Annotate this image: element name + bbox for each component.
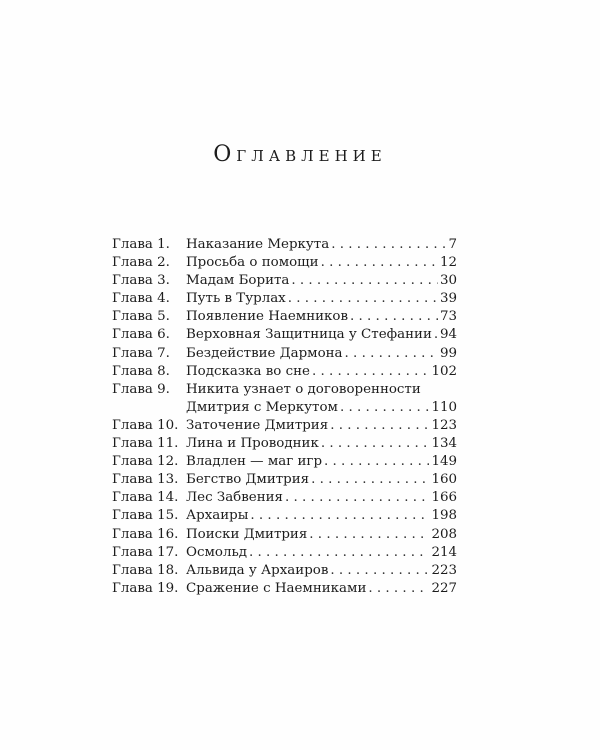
chapter-number: Глава 15.: [112, 508, 179, 524]
page-number: 198: [431, 508, 457, 524]
table-of-contents: [112, 236, 457, 598]
page-number: 102: [431, 363, 457, 379]
dot-leader: [250, 507, 429, 525]
dot-leader: [309, 526, 429, 544]
toc-entry-7: [112, 345, 457, 363]
toc-entry-18: [112, 562, 457, 580]
chapter-number: Глава 2.: [112, 255, 170, 271]
chapter-title: Мадам Борита: [186, 273, 290, 289]
chapter-title: Осмольд: [186, 544, 247, 560]
toc-entry-14: [112, 489, 457, 507]
dot-leader: [291, 272, 438, 290]
dot-leader: [330, 562, 429, 580]
chapter-number: Глава 9.: [112, 381, 170, 397]
chapter-title: Лина и Проводник: [186, 436, 319, 452]
dot-leader: [285, 489, 429, 507]
toc-entry-9-continued: [112, 399, 457, 417]
chapter-number: Глава 7.: [112, 345, 170, 361]
toc-entry-15: [112, 507, 457, 525]
dot-leader: [321, 435, 430, 453]
page-number: 12: [439, 255, 457, 271]
dot-leader: [321, 254, 438, 272]
dot-leader: [249, 544, 429, 562]
chapter-number: Глава 11.: [112, 436, 179, 452]
toc-entry-4: [112, 290, 457, 308]
chapter-title: Архаиры: [186, 508, 249, 524]
page-number: 99: [439, 345, 457, 361]
chapter-title: Никита узнает о договоренности: [186, 381, 421, 397]
chapter-title: Сражение с Наемниками: [186, 580, 367, 596]
dot-leader: [324, 453, 429, 471]
page-number: 134: [431, 436, 457, 452]
page-number: 160: [431, 472, 457, 488]
page-number: 110: [431, 399, 457, 415]
dot-leader: [311, 471, 429, 489]
toc-entry-16: [112, 526, 457, 544]
dot-leader: [312, 363, 429, 381]
chapter-number: Глава 5.: [112, 309, 170, 325]
chapter-title: Лес Забвения: [186, 490, 284, 506]
toc-entry-10: [112, 417, 457, 435]
chapter-number: Глава 17.: [112, 544, 179, 560]
dot-leader: [331, 236, 446, 254]
chapter-title: Верховная Защитница у Стефании: [186, 327, 432, 343]
chapter-number: Глава 10.: [112, 417, 179, 433]
chapter-title: Появление Наемников: [186, 309, 349, 325]
dot-leader: [434, 326, 438, 344]
chapter-number: Глава 16.: [112, 526, 179, 542]
toc-entry-12: [112, 453, 457, 471]
toc-entry-3: [112, 272, 457, 290]
page-number: 214: [431, 544, 457, 560]
dot-leader: [350, 308, 438, 326]
chapter-number: Глава 6.: [112, 327, 170, 343]
chapter-title-continued: Дмитрия с Меркутом: [186, 399, 338, 415]
toc-entry-8: [112, 363, 457, 381]
toc-entry-2: [112, 254, 457, 272]
chapter-title: Наказание Меркута: [186, 237, 330, 252]
toc-entry-13: [112, 471, 457, 489]
chapter-title: Заточение Дмитрия: [186, 417, 329, 433]
page-number: 223: [431, 562, 457, 578]
chapter-number: Глава 14.: [112, 490, 179, 506]
dot-leader: [330, 417, 429, 435]
toc-entry-6: [112, 326, 457, 344]
chapter-number: Глава 18.: [112, 562, 179, 578]
dot-leader: [340, 399, 430, 417]
chapter-number: Глава 4.: [112, 291, 170, 307]
chapter-title: Бегство Дмитрия: [186, 472, 310, 488]
toc-entry-5: [112, 308, 457, 326]
chapter-title: Поиски Дмитрия: [186, 526, 308, 542]
page-number: 30: [439, 273, 457, 289]
chapter-number: Глава 19.: [112, 580, 179, 596]
chapter-title: Альвида у Архаиров: [186, 562, 329, 578]
page-number: 39: [439, 291, 457, 307]
page-number: 227: [431, 580, 457, 596]
page-number: 123: [431, 417, 457, 433]
chapter-number: Глава 3.: [112, 273, 170, 289]
dot-leader: [345, 345, 438, 363]
toc-entry-19: [112, 580, 457, 598]
toc-entry-9: [112, 381, 457, 399]
page-number: 208: [431, 526, 457, 542]
chapter-number: Глава 12.: [112, 454, 179, 470]
chapter-number: Глава 13.: [112, 472, 179, 488]
page-number: 166: [431, 490, 457, 506]
chapter-title: Просьба о помощи: [186, 255, 319, 271]
dot-leader: [368, 580, 429, 598]
page-number: 7: [448, 237, 457, 252]
page-number: 94: [439, 327, 457, 343]
page-number: 73: [439, 309, 457, 325]
toc-entry-11: [112, 435, 457, 453]
chapter-number: Глава 8.: [112, 363, 170, 379]
page-title: Оглавление: [213, 142, 387, 167]
dot-leader: [288, 290, 438, 308]
chapter-number: Глава 1.: [112, 237, 170, 252]
chapter-title: Владлен — маг игр: [186, 454, 323, 470]
toc-entry-1: [112, 236, 457, 254]
chapter-title: Бездействие Дармона: [186, 345, 343, 361]
chapter-title: Подсказка во сне: [186, 363, 310, 379]
chapter-title: Путь в Турлах: [186, 291, 286, 307]
page-number: 149: [431, 454, 457, 470]
toc-entry-17: [112, 544, 457, 562]
